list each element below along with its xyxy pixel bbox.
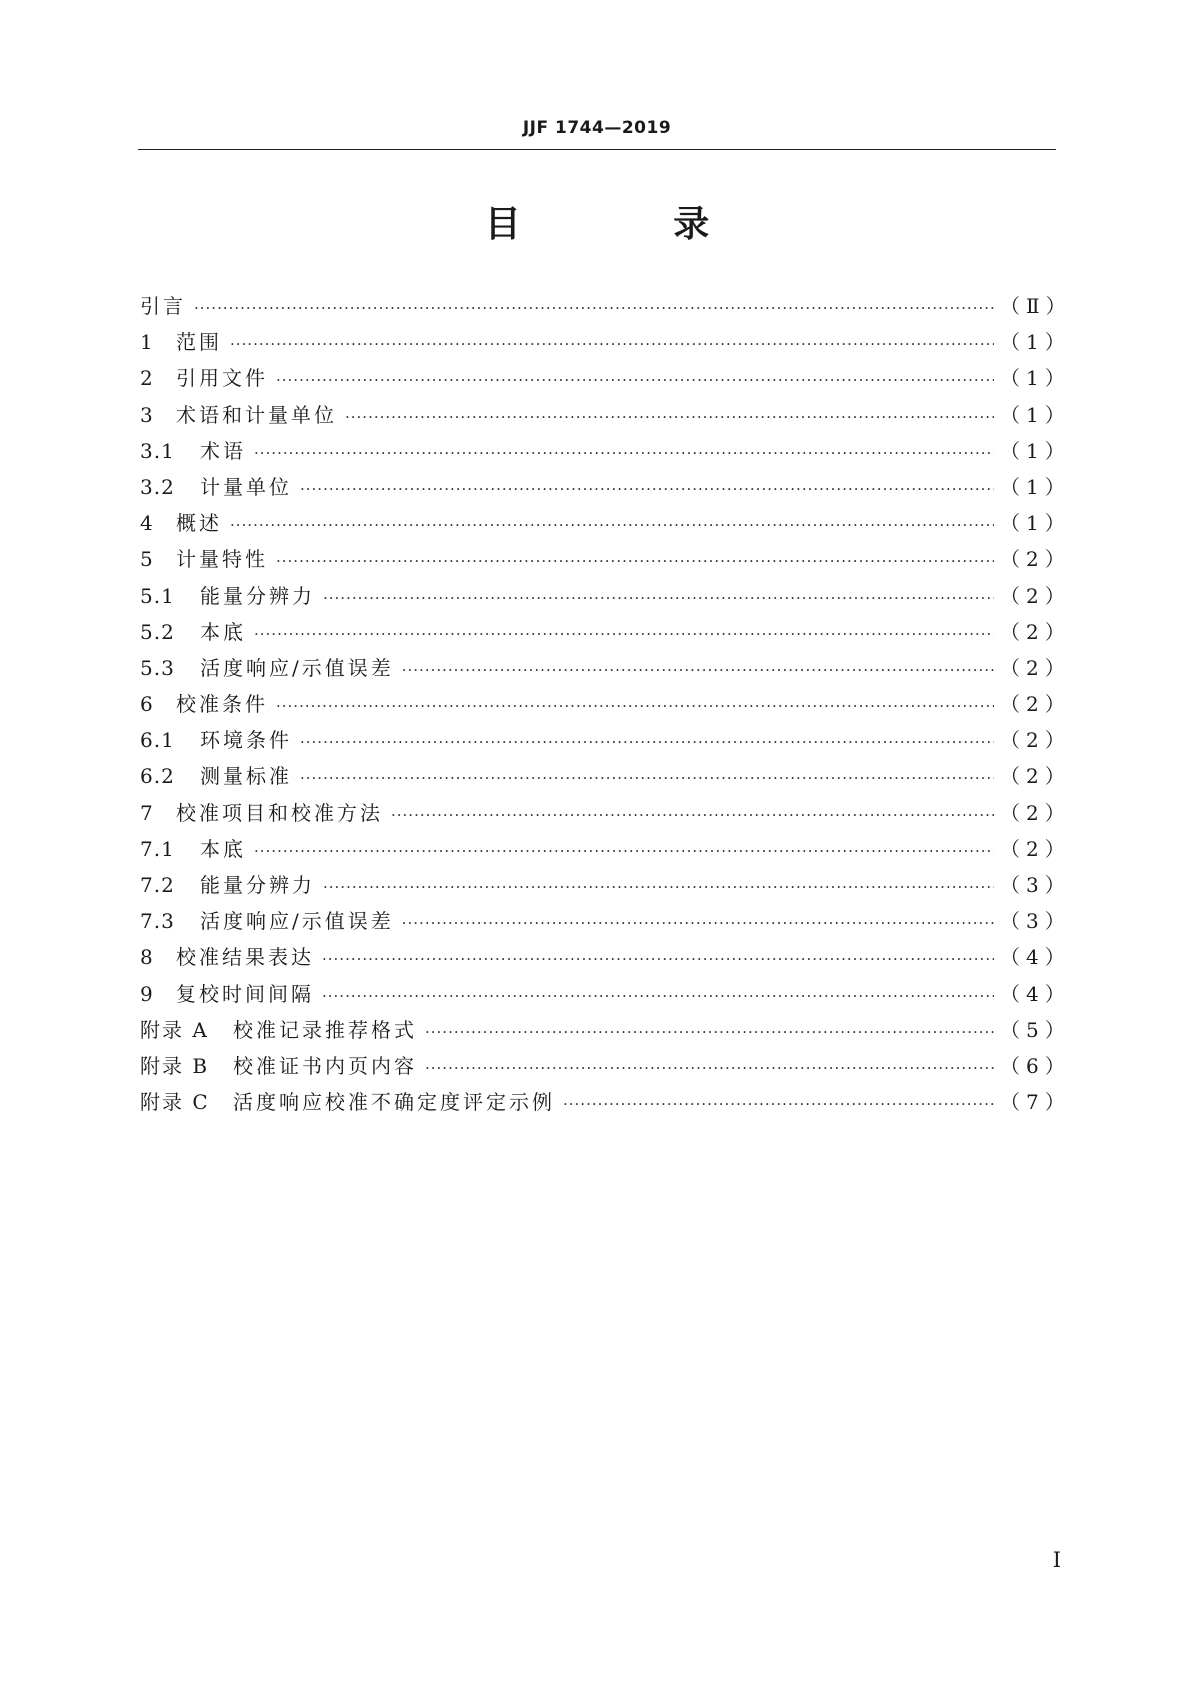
toc-entry[interactable] <box>140 686 1071 722</box>
dot-leader <box>254 833 994 869</box>
toc-entry-page: （Ⅱ） <box>1000 294 1072 318</box>
toc-entry-number: 6.2 <box>140 764 175 789</box>
toc-entry-page: （2） <box>1000 655 1071 680</box>
toc-entry[interactable] <box>140 903 1071 939</box>
toc-entry-page: （4） <box>1000 945 1071 970</box>
toc-entry-title: 校准证书内页内容 <box>233 1053 417 1078</box>
toc-entry-page: （2） <box>1000 728 1071 753</box>
toc-entry[interactable] <box>140 578 1071 614</box>
toc-entry[interactable] <box>140 541 1071 577</box>
dot-leader <box>402 905 994 941</box>
toc-entry[interactable] <box>140 722 1071 758</box>
toc-entry-number: 6 <box>140 692 154 717</box>
dot-leader <box>230 507 994 543</box>
toc-entry-number: 7.3 <box>140 909 175 934</box>
toc-entry-title: 活度响应/示值误差 <box>200 909 394 934</box>
dot-leader <box>345 399 994 435</box>
toc-entry-number: 4 <box>140 511 154 536</box>
dot-leader <box>425 1014 994 1050</box>
toc-entry-page: （1） <box>1000 511 1071 536</box>
toc-entry-number: 2 <box>140 366 154 391</box>
dot-leader <box>254 435 994 471</box>
toc-entry-page: （2） <box>1000 692 1071 717</box>
toc-entry-title: 复校时间间隔 <box>176 981 314 1006</box>
standard-code-header: JJF 1744—2019 <box>522 118 672 138</box>
toc-entry-page: （2） <box>1000 800 1071 825</box>
toc-entry-page: （2） <box>1000 836 1071 861</box>
header-divider <box>138 149 1056 150</box>
toc-entry[interactable] <box>140 397 1071 433</box>
toc-entry[interactable] <box>140 831 1071 867</box>
dot-leader <box>563 1086 994 1122</box>
toc-entry-page: （1） <box>1000 474 1071 499</box>
toc-entry-title: 活度响应/示值误差 <box>200 655 394 680</box>
dot-leader <box>276 362 994 398</box>
toc-entry-number: 5 <box>140 547 154 572</box>
toc-entry-title: 本底 <box>200 619 246 644</box>
dot-leader <box>391 797 994 833</box>
toc-entry-page: （6） <box>1000 1053 1071 1078</box>
toc-entry-title: 活度响应校准不确定度评定示例 <box>233 1090 555 1115</box>
toc-entry-page: （1） <box>1000 330 1071 355</box>
toc-entry-title: 校准记录推荐格式 <box>233 1017 417 1042</box>
dot-leader <box>323 869 994 905</box>
toc-entry-title: 校准结果表达 <box>176 945 314 970</box>
page-number: Ⅰ <box>1052 1548 1061 1572</box>
dot-leader <box>276 543 994 579</box>
toc-entry-title: 概述 <box>176 511 222 536</box>
dot-leader <box>402 652 994 688</box>
toc-entry-page: （1） <box>1000 438 1071 463</box>
page-title: 目 录 <box>484 204 780 245</box>
toc-entry-page: （2） <box>1000 764 1071 789</box>
toc-entry-number: 7 <box>140 800 154 825</box>
toc-entry-number: 3.1 <box>140 438 175 463</box>
toc-entry[interactable] <box>140 976 1071 1012</box>
toc-entry-number: 8 <box>140 945 154 970</box>
toc-entry[interactable] <box>140 614 1071 650</box>
toc-entry-number: 附录 A <box>140 1017 209 1042</box>
toc-entry-number: 9 <box>140 981 154 1006</box>
dot-leader <box>230 326 994 362</box>
dot-leader <box>276 688 994 724</box>
toc-entry-page: （3） <box>1000 909 1071 934</box>
toc-entry-page: （4） <box>1000 981 1071 1006</box>
dot-leader <box>194 290 994 326</box>
toc-entry[interactable] <box>140 758 1071 794</box>
toc-entry-page: （7） <box>1000 1090 1071 1115</box>
toc-entry[interactable] <box>140 939 1071 975</box>
toc-entry[interactable] <box>140 1084 1071 1120</box>
toc-entry-title: 计量单位 <box>200 474 292 499</box>
dot-leader <box>300 724 994 760</box>
toc-entry[interactable] <box>140 469 1071 505</box>
toc-entry-page: （1） <box>1000 402 1071 427</box>
toc-entry-title: 术语 <box>200 438 246 463</box>
toc-entry[interactable] <box>140 867 1071 903</box>
toc-entry-title: 环境条件 <box>200 728 292 753</box>
toc-entry-page: （1） <box>1000 366 1071 391</box>
dot-leader <box>300 760 994 796</box>
toc-entry-number: 附录 C <box>140 1090 210 1115</box>
toc-entry-number: 5.1 <box>140 583 175 608</box>
toc-entry-number: 7.1 <box>140 836 175 861</box>
toc-entry-title: 测量标准 <box>200 764 292 789</box>
toc-entry-number: 5.3 <box>140 655 175 680</box>
toc-entry-title: 能量分辨力 <box>200 583 315 608</box>
toc-entry[interactable] <box>140 1012 1071 1048</box>
toc-entry-title: 计量特性 <box>176 547 268 572</box>
toc-entry[interactable] <box>140 1048 1071 1084</box>
toc-entry-title: 引用文件 <box>176 366 268 391</box>
dot-leader <box>322 978 994 1014</box>
toc-entry-title: 范围 <box>176 330 222 355</box>
dot-leader <box>254 616 994 652</box>
toc-entry[interactable] <box>140 324 1071 360</box>
toc-entry-number: 3.2 <box>140 474 175 499</box>
toc-entry-title: 引言 <box>140 294 186 318</box>
toc-entry-title: 校准条件 <box>176 692 268 717</box>
toc-entry[interactable] <box>140 360 1071 396</box>
dot-leader <box>425 1050 994 1086</box>
toc-entry-title: 本底 <box>200 836 246 861</box>
toc-entry-page: （3） <box>1000 873 1071 897</box>
toc-entry-page: （2） <box>1000 547 1071 572</box>
dot-leader <box>300 471 994 507</box>
toc-entry[interactable] <box>140 505 1071 541</box>
toc-entry[interactable] <box>140 650 1071 686</box>
toc-entry-number: 1 <box>140 330 154 355</box>
toc-entry-page: （5） <box>1000 1017 1071 1042</box>
toc-entry-page: （2） <box>1000 583 1071 608</box>
toc-entry-page: （2） <box>1000 619 1071 644</box>
toc-entry-title: 术语和计量单位 <box>176 402 337 427</box>
toc-entry-title: 能量分辨力 <box>200 873 315 897</box>
toc-entry[interactable] <box>140 433 1071 469</box>
dot-leader <box>323 580 994 616</box>
toc-entry-number: 6.1 <box>140 728 175 753</box>
dot-leader <box>322 941 994 977</box>
toc-entry-number: 附录 B <box>140 1053 210 1078</box>
toc-entry[interactable] <box>140 795 1071 831</box>
toc-entry-title: 校准项目和校准方法 <box>176 800 383 825</box>
toc-entry[interactable] <box>140 288 1072 324</box>
table-of-contents <box>140 288 1072 1120</box>
toc-entry-number: 7.2 <box>140 873 175 897</box>
toc-entry-number: 5.2 <box>140 619 175 644</box>
toc-entry-number: 3 <box>140 402 154 427</box>
